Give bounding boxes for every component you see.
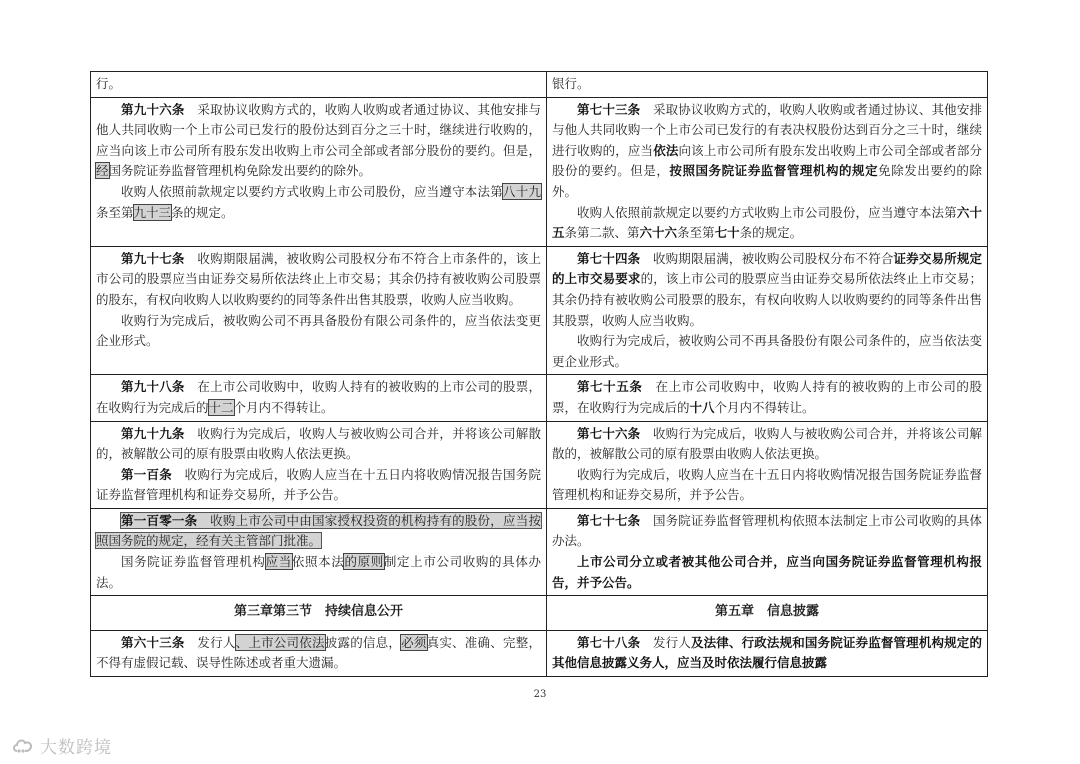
amended-text: 七十 [714,225,740,241]
new-law-cell [547,375,988,421]
table-row [91,97,988,246]
table-row [91,630,988,676]
text-run: 发行人 [184,634,236,650]
highlighted-text: 经 [96,163,109,179]
new-law-cell [547,72,988,98]
paragraph [552,74,982,95]
paragraph [552,465,982,506]
highlighted-text: 九十三 [133,204,172,220]
table-row [91,375,988,421]
text-run: 条的规定。 [171,204,234,220]
table-body [91,72,988,677]
table-row [91,246,988,375]
amended-text: 十八 [689,399,715,415]
article-number: 第九十七条 [121,250,185,266]
text-run: 条至第 [677,225,715,241]
text-run: 收购行为完成后，被收购公司不再具备股份有限公司条件的，应当依法变更企业形式。 [552,333,982,369]
article-number: 第九十九条 [121,425,185,441]
paragraph [552,424,982,465]
new-law-cell [547,246,988,375]
paragraph [552,249,982,331]
text-run: 收购行为完成后，被收购公司不再具备股份有限公司条件的，应当依法变更企业形式。 [96,312,541,349]
text-run: 行。 [96,76,122,91]
page-number: 23 [533,689,547,700]
old-law-cell [91,72,547,98]
highlighted-text: 十二 [208,399,234,415]
text-run: 条第二款、第 [564,225,640,241]
amended-text: 依法 [653,142,679,158]
text-run: 条的规定。 [739,225,803,241]
chapter-heading-row [91,596,988,631]
text-run: 收购行为完成后，收购人与被收购公司合并，并将该公司解散的，被解散公司的原有股票由收购人依法更换。 [552,425,982,462]
text-run: 收购期限届满，被收购公司股权分布不符合 [640,250,894,266]
text-run: 在上市公司收购中，收购人持有的被收购的上市公司的股票，在收购行为完成后的 [96,379,541,415]
text-run: 披露的信息， [324,634,402,650]
text-run: 依照本法 [291,554,345,570]
text-run: 采取协议收购方式的，收购人收购或者通过协议、其他安排与他人共同收购一个上市公司已发行的有表决权股份达到百分之三十时，继续进行收购的，应当 [552,101,982,158]
comparison-table [90,71,988,677]
old-law-cell [91,508,547,595]
text-run: 发行人 [640,634,691,650]
text-run: 收购行为完成后，收购人应当在十五日内将收购情况报告国务院证券监督管理机构和证券交易所，并予公告。 [96,466,541,503]
heading-left: 第三章第三节 持续信息公开 [91,596,547,631]
heading-right: 第五章 信息披露 [547,596,988,631]
amended-text: 证券交易所规定的上市交易要求 [552,250,982,287]
amended-text: 六十六 [639,225,678,241]
old-law-cell [91,421,547,508]
article-number: 第七十八条 [577,634,641,650]
article-number: 第一百零一条 [121,512,198,528]
text-run: 收购期限届满，被收购公司股权分布不符合上市条件的，该上市公司的股票应当由证券交易所依法终止上市交易；其余仍持有被收购公司股票的股东，有权向收购人以收购要约的同等条件出售其股票，收购人应当收购。 [96,250,541,307]
text-run: 银行。 [552,76,590,91]
article-number: 第七十六条 [577,425,641,441]
old-law-cell [91,375,547,421]
paragraph [552,511,982,552]
highlighted-text: 必须 [401,634,427,650]
paragraph [96,311,541,352]
text-run: 向该上市公司所有股东发出收购上市公司全部或者部分股份的要约。但是， [552,142,982,179]
article-number: 第九十六条 [121,101,185,117]
highlighted-passage [96,513,541,549]
paragraph [552,633,982,674]
article-number: 第七十七条 [577,512,641,528]
paragraph [96,182,541,223]
text-run: 收购行为完成后，收购人应当在十五日内将收购情况报告国务院证券监督管理机构和证券交易所，并予公告。 [552,466,982,503]
text-run: 制定上市公司收购的具体办法。 [96,554,541,590]
text-run: 收购上市公司中由国家授权投资的机构持有的股份，应当按照国务院的规定，经有关主管部门批准。 [96,512,541,549]
table-row [91,421,988,508]
comparison-page [90,71,988,684]
text-run: 真实、准确、完整，不得有虚假记载、误导性陈述或者重大遗漏。 [96,634,541,671]
text-run: 的，该上市公司的股票应当由证券交易所依法终止上市交易；其余仍持有被收购公司股票的股东，有权向收购人以收购要约的同等条件出售其股票，收购人应当收购。 [552,271,982,328]
highlighted-text: 的原则 [344,554,384,570]
paragraph [552,331,982,372]
new-law-cell [547,421,988,508]
amended-text: 上市公司分立或者被其他公司合并，应当向国务院证券监督管理机构报告，并予公告。 [552,554,982,590]
watermark-text: 大数跨境 [40,738,112,758]
paragraph [552,100,982,203]
text-run: 条至第 [96,204,134,220]
article-number: 第一百条 [121,466,172,482]
text-run: 收购行为完成后，收购人与被收购公司合并，并将该公司解散的，被解散公司的原有股票由收购人依法更换。 [96,425,541,462]
paragraph [96,100,541,182]
text-run: 免除发出要约的除外。 [552,163,982,199]
paragraph [96,465,541,506]
amended-text: 按照国务院证券监督管理机构的规定 [669,163,879,179]
highlighted-text: 八十九 [503,183,541,199]
paragraph [96,552,541,593]
paragraph [96,377,541,418]
paragraph [96,74,541,95]
amended-text: 及法律、行政法规和国务院证券监督管理机构规定的其他信息披露义务人，应当及时依法履行信息披露 [552,634,982,671]
amended-text: 六十五 [552,204,982,241]
text-run: 国务院证券监督管理机构免除发出要约的除外。 [108,163,372,179]
article-number: 第六十三条 [121,634,185,650]
text-run: 个月内不得转让。 [233,399,334,415]
text-run: 国务院证券监督管理机构依照本法制定上市公司收购的具体办法。 [552,512,982,549]
paragraph [96,511,541,552]
table-row [91,508,988,595]
text-run: 收购人依照前款规定以要约方式收购上市公司股份，应当遵守本法第 [577,204,957,220]
paragraph [552,377,982,418]
text-run: 采取协议收购方式的，收购人收购或者通过协议、其他安排与他人共同收购一个上市公司已发行的股份达到百分之三十时，继续进行收购的，应当向该上市公司所有股东发出收购上市公司全部或者部分股份的要约。但是， [96,101,541,158]
old-law-cell [91,97,547,246]
new-law-cell [547,97,988,246]
article-number: 第九十八条 [121,379,185,395]
paragraph [96,633,541,674]
text-run: 在上市公司收购中，收购人持有的被收购的上市公司的股票，在收购行为完成后的 [552,379,982,415]
old-law-cell [91,246,547,375]
paragraph [552,203,982,244]
highlighted-text: 、上市公司依法 [235,634,325,650]
text-run: 个月内不得转让。 [714,399,815,415]
paragraph [96,424,541,465]
old-law-cell [91,630,547,676]
text-run: 收购人依照前款规定以要约方式收购上市公司股份，应当遵守本法第 [121,183,504,199]
highlighted-text: 应当 [265,554,292,570]
table-row [91,72,988,98]
article-number: 第七十三条 [577,101,641,117]
article-number: 第七十五条 [577,379,643,395]
new-law-cell [547,630,988,676]
paragraph [552,552,982,593]
cloud-logo-icon [12,737,34,755]
paragraph [96,249,541,311]
article-number: 第七十四条 [577,250,641,266]
new-law-cell [547,508,988,595]
text-run: 国务院证券监督管理机构 [121,554,266,570]
watermark [12,733,112,758]
